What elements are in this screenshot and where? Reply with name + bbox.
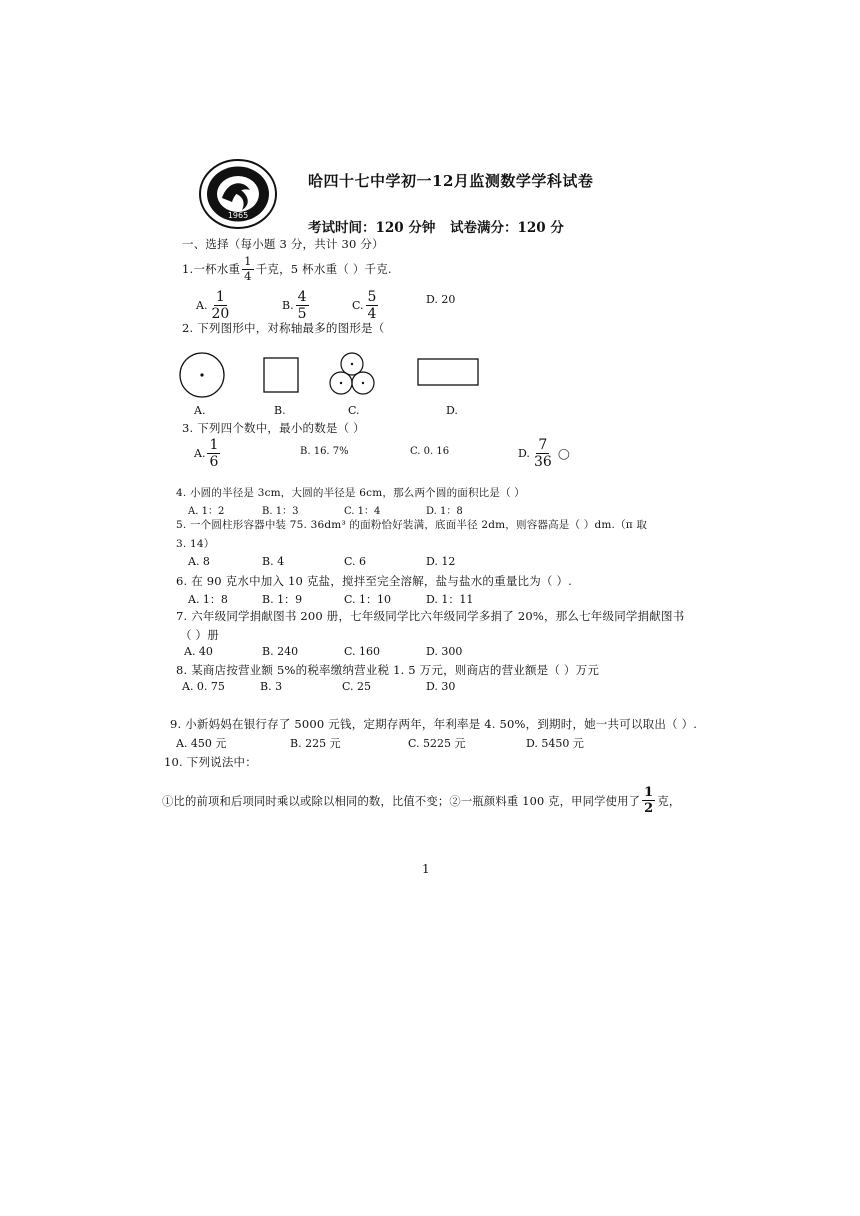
q6-option-d: D. 1：11: [426, 593, 474, 606]
q2-option-d: D.: [446, 404, 458, 417]
q6-option-c: C. 1：10: [344, 593, 392, 606]
q5-option-b: B. 4: [262, 555, 285, 568]
q3-option-b: B. 16. 7%: [300, 446, 349, 457]
q7-option-c: C. 160: [344, 645, 381, 658]
q2-option-b: B.: [274, 404, 286, 417]
q5-option-c: C. 6: [344, 555, 367, 568]
question-1: 1.一杯水重 $\frac{1}{4}$ 千克，5 杯水重（ ）千克.: [182, 254, 392, 283]
q2-figures: [176, 350, 496, 406]
full-score: 试卷满分：120 分: [450, 220, 564, 236]
q2-option-a: A.: [194, 404, 206, 417]
q3-option-d: D. $\frac{7}{36}$ ○: [518, 437, 570, 470]
q7-option-a: A. 40: [184, 645, 213, 658]
question-6: 6. 在 90 克水中加入 10 克盐，搅拌至完全溶解，盐与盐水的重量比为（ ）.: [176, 574, 573, 588]
question-5-cont: 3. 14）: [176, 538, 215, 550]
q1-option-a: A. $\frac{1}{20}$: [196, 289, 230, 322]
q4-option-b: B. 1：3: [262, 506, 299, 517]
q9-option-c: C. 5225 元: [408, 737, 466, 750]
q1-option-d: D. 20: [426, 293, 456, 306]
q4-option-c: C. 1：4: [344, 506, 381, 517]
question-10-statement: ①比的前项和后项同时乘以或除以相同的数，比值不变；②一瓶颜料重 100 克，甲同学使用了 $\frac{1}{2}$ 克，: [162, 785, 681, 816]
logo-year: 1965: [227, 211, 249, 220]
q3-option-c: C. 0. 16: [410, 446, 450, 457]
q8-option-b: B. 3: [260, 680, 283, 693]
q6-option-b: B. 1：9: [262, 593, 303, 606]
exam-time: 考试时间：120 分钟: [308, 220, 436, 236]
q1-option-c: C. $\frac{5}{4}$: [352, 289, 377, 322]
section-heading: 一、选择（每小题 3 分，共计 30 分）: [182, 237, 384, 251]
q7-option-b: B. 240: [262, 645, 299, 658]
school-logo: [198, 158, 278, 230]
question-3: 3. 下列四个数中，最小的数是（ ）: [182, 421, 365, 435]
q4-option-a: A. 1：2: [188, 506, 225, 517]
q9-option-d: D. 5450 元: [526, 737, 584, 750]
exam-title: 哈四十七中学初一12月监测数学学科试卷: [308, 172, 594, 190]
q8-option-a: A. 0. 75: [182, 680, 225, 693]
page-number: 1: [422, 862, 430, 876]
q9-option-b: B. 225 元: [290, 737, 341, 750]
fraction: $\frac{1}{4}$: [244, 254, 252, 283]
question-5: 5. 一个圆柱形容器中装 75. 36dm³ 的面粉恰好装满，底面半径 2dm，则容器高是（ ）dm.（π 取: [176, 519, 648, 531]
q5-option-d: D. 12: [426, 555, 456, 568]
figure-square: [264, 358, 298, 392]
figure-rectangle: [418, 359, 478, 385]
q4-option-d: D. 1：8: [426, 506, 463, 517]
q1-option-b: B. $\frac{4}{5}$: [282, 289, 307, 322]
q3-option-a: A. $\frac{1}{6}$: [194, 437, 219, 470]
q9-option-a: A. 450 元: [176, 737, 227, 750]
q8-option-c: C. 25: [342, 680, 372, 693]
q8-option-d: D. 30: [426, 680, 456, 693]
question-8: 8. 某商店按营业额 5%的税率缴纳营业税 1. 5 万元，则商店的营业额是（ ）万元: [176, 663, 600, 677]
question-4: 4. 小圆的半径是 3cm，大圆的半径是 6cm，那么两个圆的面积比是（ ）: [176, 487, 526, 499]
question-7: 7. 六年级同学捐献图书 200 册，七年级同学比六年级同学多捐了 20%，那么七年级同学捐献图书: [176, 609, 685, 623]
q6-option-a: A. 1：8: [188, 593, 228, 606]
q5-option-a: A. 8: [188, 555, 210, 568]
q2-option-c: C.: [348, 404, 360, 417]
question-7-cont: （ ）册: [180, 628, 219, 642]
question-9: 9. 小新妈妈在银行存了 5000 元钱，定期存两年，年利率是 4. 50%，到期时，她一共可以取出（ ）.: [170, 717, 698, 731]
question-10: 10. 下列说法中：: [164, 755, 257, 769]
question-2: 2. 下列图形中，对称轴最多的图形是（: [182, 321, 385, 335]
q7-option-d: D. 300: [426, 645, 463, 658]
